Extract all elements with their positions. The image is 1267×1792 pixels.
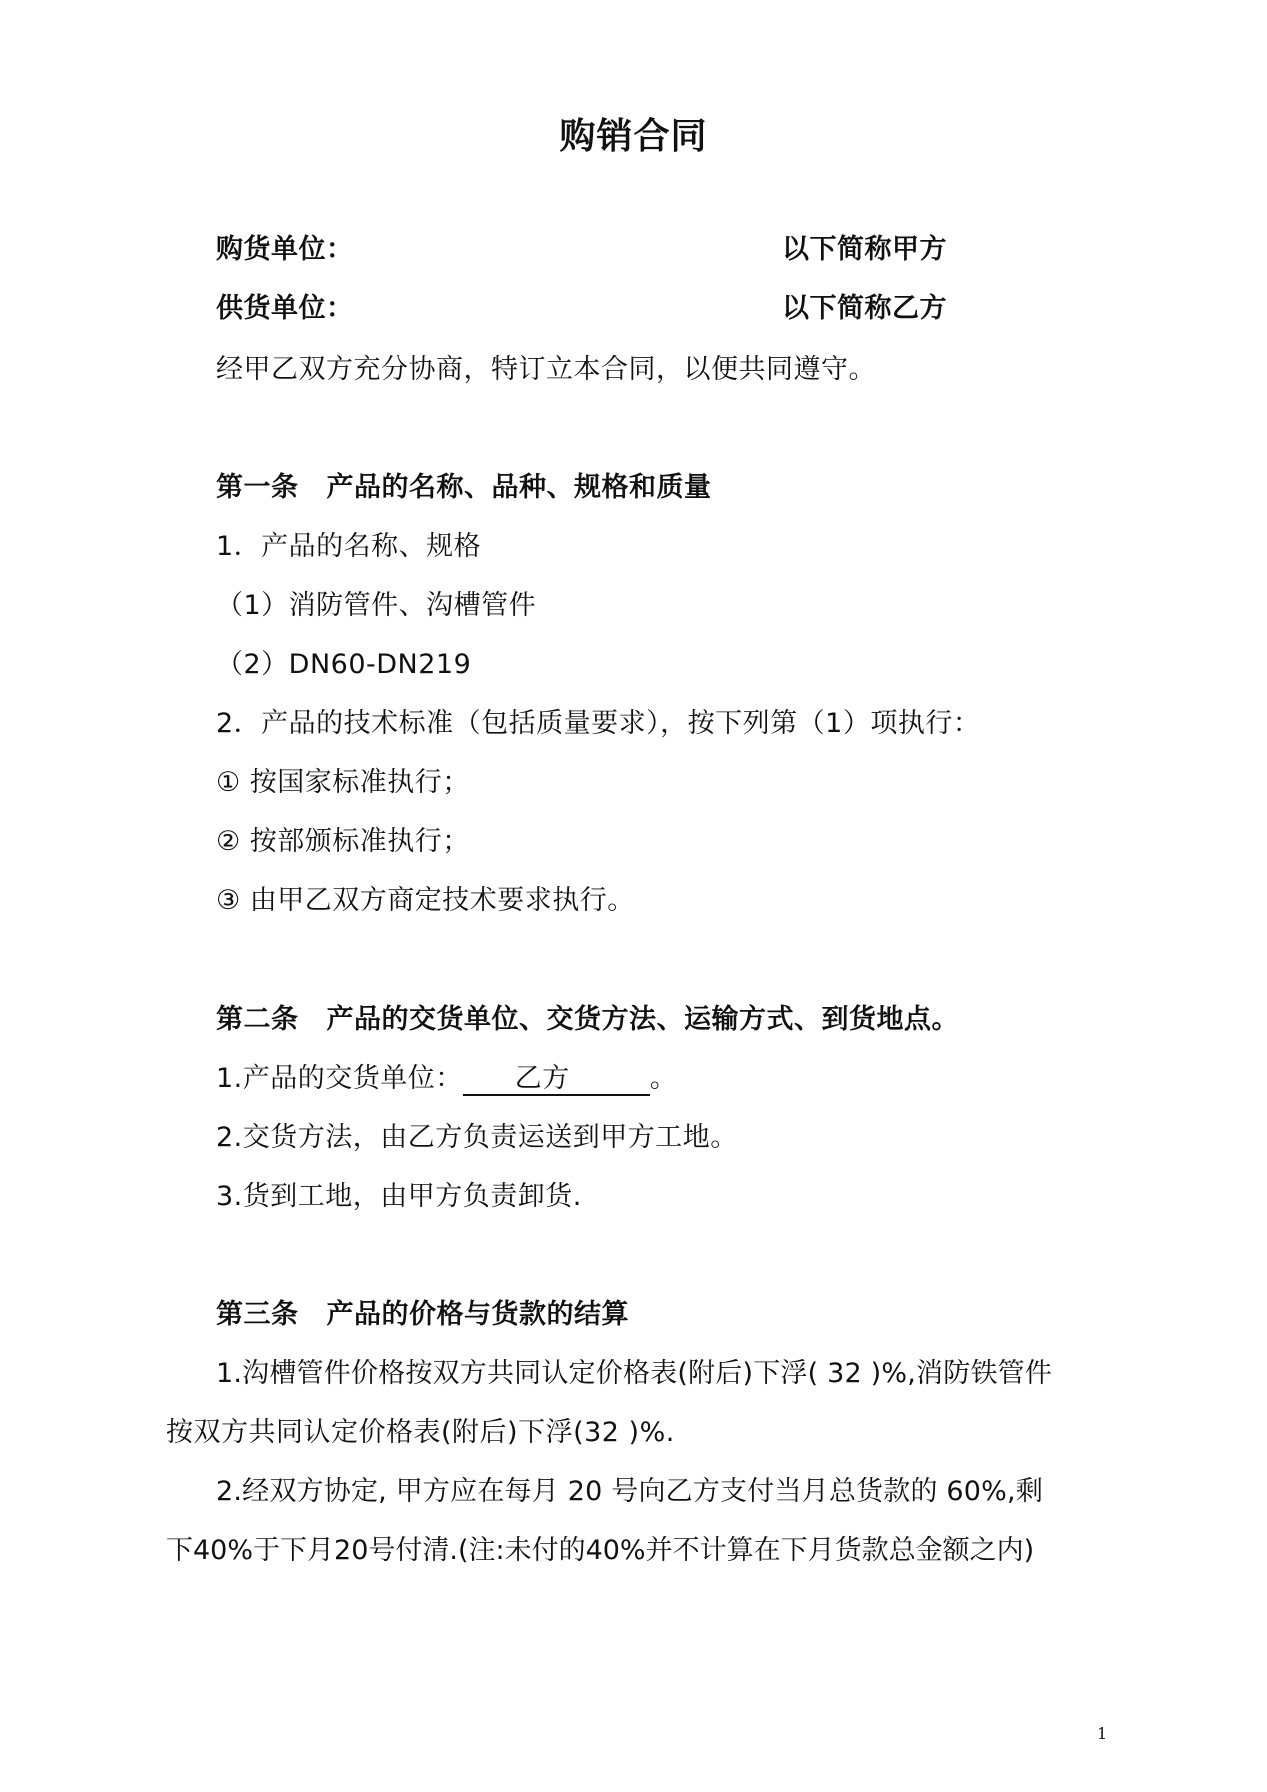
- buyer-alias: 以下简称甲方: [782, 234, 947, 265]
- page-number: 1: [1097, 1724, 1108, 1743]
- article3-item1-line2: 按双方共同认定价格表(附后)下浮(32 )%.: [166, 1417, 675, 1448]
- article1-sub1: （1）消防管件、沟槽管件: [216, 590, 537, 621]
- article1-number: 第一条: [216, 472, 299, 503]
- article2-item1: [216, 1061, 677, 1097]
- delivery-unit-suffix: 。: [649, 1063, 678, 1094]
- article1-item1: 1．产品的名称、规格: [216, 531, 482, 562]
- article2-heading: [216, 1002, 959, 1038]
- article3-title: 产品的价格与货款的结算: [326, 1299, 629, 1330]
- article1-option3: ③ 由甲乙双方商定技术要求执行。: [216, 885, 635, 916]
- article1-sub2: （2）DN60-DN219: [216, 649, 472, 680]
- article3-item1-line1: 1.沟槽管件价格按双方共同认定价格表(附后)下浮( 32 )%,消防铁管件: [216, 1358, 1053, 1389]
- article2-title: 产品的交货单位、交货方法、运输方式、到货地点。: [326, 1004, 959, 1035]
- buyer-label: 购货单位：: [216, 234, 354, 265]
- article2-item2: 2.交货方法，由乙方负责运送到甲方工地。: [216, 1122, 738, 1153]
- article1-option2: ② 按部颁标准执行；: [216, 826, 470, 857]
- article1-heading: [216, 470, 712, 506]
- article2-item3: 3.货到工地，由甲方负责卸货.: [216, 1181, 582, 1212]
- intro-text: 经甲乙双方充分协商，特订立本合同，以便共同遵守。: [216, 354, 876, 385]
- delivery-unit-field: [463, 1064, 650, 1096]
- contract-title: 购销合同: [559, 116, 708, 157]
- delivery-unit-label: 1.产品的交货单位：: [216, 1063, 463, 1094]
- seller-label: 供货单位：: [216, 293, 354, 324]
- article3-item2-line1: 2.经双方协定, 甲方应在每月 20 号向乙方支付当月总货款的 60%,剩: [216, 1476, 1044, 1507]
- delivery-unit-value: 乙方: [514, 1063, 570, 1094]
- seller-alias: 以下简称乙方: [782, 293, 947, 324]
- article3-item2-line2: 下40%于下月20号付清.(注:未付的40%并不计算在下月货款总金额之内): [166, 1535, 1035, 1566]
- article2-number: 第二条: [216, 1004, 299, 1035]
- article3-heading: [216, 1297, 629, 1333]
- article1-option1: ① 按国家标准执行；: [216, 767, 470, 798]
- article1-item2: 2．产品的技术标准（包括质量要求），按下列第（1）项执行：: [216, 708, 981, 739]
- article3-number: 第三条: [216, 1299, 299, 1330]
- article1-title: 产品的名称、品种、规格和质量: [326, 472, 712, 503]
